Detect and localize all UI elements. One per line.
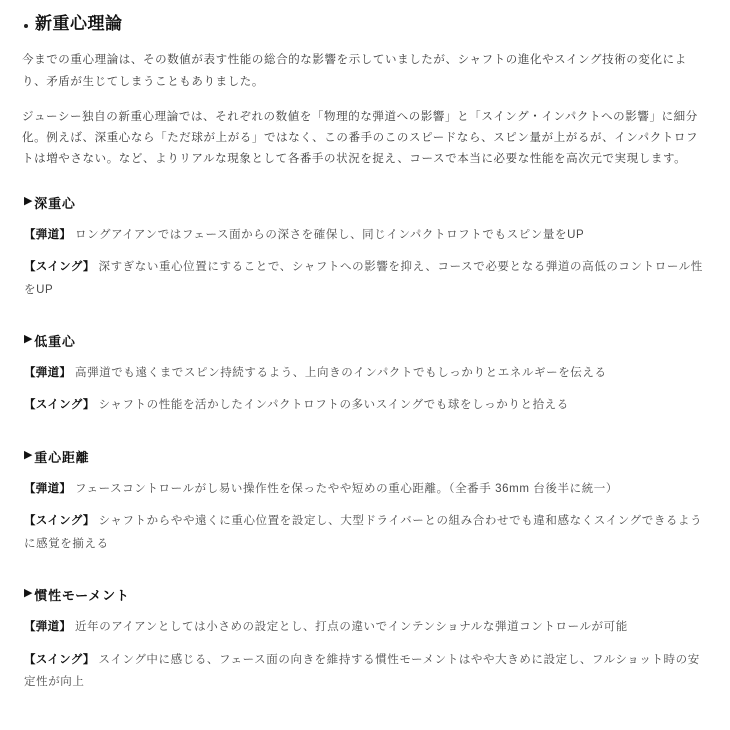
entry-row bbox=[24, 616, 708, 638]
entry-row bbox=[24, 649, 708, 694]
section-heading-text: 低重心 bbox=[34, 333, 76, 349]
entry-tag: 【スイング】 bbox=[24, 399, 95, 412]
entry-tag: 【弾道】 bbox=[24, 482, 72, 495]
entry-text: 高弾道でも遠くまでスピン持続するよう、上向きのインパクトでもしっかりとエネルギーを伝える bbox=[75, 366, 607, 379]
entry-tag: 【弾道】 bbox=[24, 621, 72, 634]
section-low-center-of-gravity bbox=[22, 331, 708, 417]
page-title-text: 新重心理論 bbox=[35, 14, 123, 33]
entry-row bbox=[24, 478, 708, 500]
entry-tag: 【スイング】 bbox=[24, 653, 95, 666]
entry-row bbox=[24, 362, 708, 384]
entry-tag: 【弾道】 bbox=[24, 366, 72, 379]
section-divider-space bbox=[22, 435, 708, 447]
section-heading bbox=[24, 447, 708, 466]
bullet-icon bbox=[24, 24, 28, 28]
section-heading bbox=[24, 585, 708, 604]
entry-tag: 【弾道】 bbox=[24, 228, 72, 241]
page-title bbox=[24, 14, 708, 34]
entry-text: 深すぎない重心位置にすることで、シャフトへの影響を抑え、コースで必要となる弾道の高低のコントロール性をUP bbox=[24, 261, 703, 296]
section-divider-space bbox=[22, 573, 708, 585]
entry-row bbox=[24, 510, 708, 555]
section-divider-space bbox=[22, 319, 708, 331]
intro-paragraph-1: 今までの重心理論は、その数値が表す性能の総合的な影響を示していましたが、シャフトの進化やスイング技術の変化により、矛盾が生じてしまうこともありました。 bbox=[22, 54, 687, 88]
section-heading-text: 重心距離 bbox=[34, 449, 90, 465]
entry-tag: 【スイング】 bbox=[24, 515, 95, 528]
entry-tag: 【スイング】 bbox=[24, 261, 95, 274]
section-heading-text: 慣性モーメント bbox=[34, 588, 130, 604]
triangle-right-icon: ▶ bbox=[24, 448, 34, 461]
entry-row bbox=[24, 256, 708, 301]
entry-text: スイング中に感じる、フェース面の向きを維持する慣性モーメントはやや大きめに設定し、フルショット時の安定性が向上 bbox=[24, 653, 700, 688]
section-deep-center-of-gravity bbox=[22, 193, 708, 301]
entry-text: シャフトの性能を活かしたインパクトロフトの多いスイングでも球をしっかりと拾える bbox=[98, 399, 569, 412]
section-heading-text: 深重心 bbox=[34, 195, 76, 211]
intro-paragraph-2: ジューシー独自の新重心理論では、それぞれの数値を「物理的な弾道への影響」と「スイング・インパクトへの影響」に細分化。例えば、深重心なら「ただ球が上がる」ではなく、この番手のこのスピードなら、スピン量が上がるが、インパクトロフトは増やさない。など、よりリアルな現象として各番手の状況を捉え、コースで本当に必要な性能を高次元で実現します。 bbox=[22, 110, 699, 166]
entry-row bbox=[24, 394, 708, 416]
section-heading bbox=[24, 331, 708, 350]
triangle-right-icon: ▶ bbox=[24, 194, 34, 207]
entry-text: ロングアイアンではフェース面からの深さを確保し、同じインパクトロフトでもスピン量をUP bbox=[75, 228, 585, 241]
section-moment-of-inertia bbox=[22, 585, 708, 693]
entry-text: 近年のアイアンとしては小さめの設定とし、打点の違いでインテンショナルな弾道コントロールが可能 bbox=[75, 621, 628, 634]
section-heading bbox=[24, 193, 708, 212]
section-center-of-gravity-distance bbox=[22, 447, 708, 555]
triangle-right-icon: ▶ bbox=[24, 587, 34, 600]
entry-text: フェースコントロールがし易い操作性を保ったやや短めの重心距離。（全番手 36mm 台後半に統一） bbox=[75, 482, 619, 495]
triangle-right-icon: ▶ bbox=[24, 332, 34, 345]
entry-text: シャフトからやや遠くに重心位置を設定し、大型ドライバーとの組み合わせでも違和感なくスイングできるように感覚を揃える bbox=[24, 515, 703, 550]
entry-row bbox=[24, 224, 708, 246]
